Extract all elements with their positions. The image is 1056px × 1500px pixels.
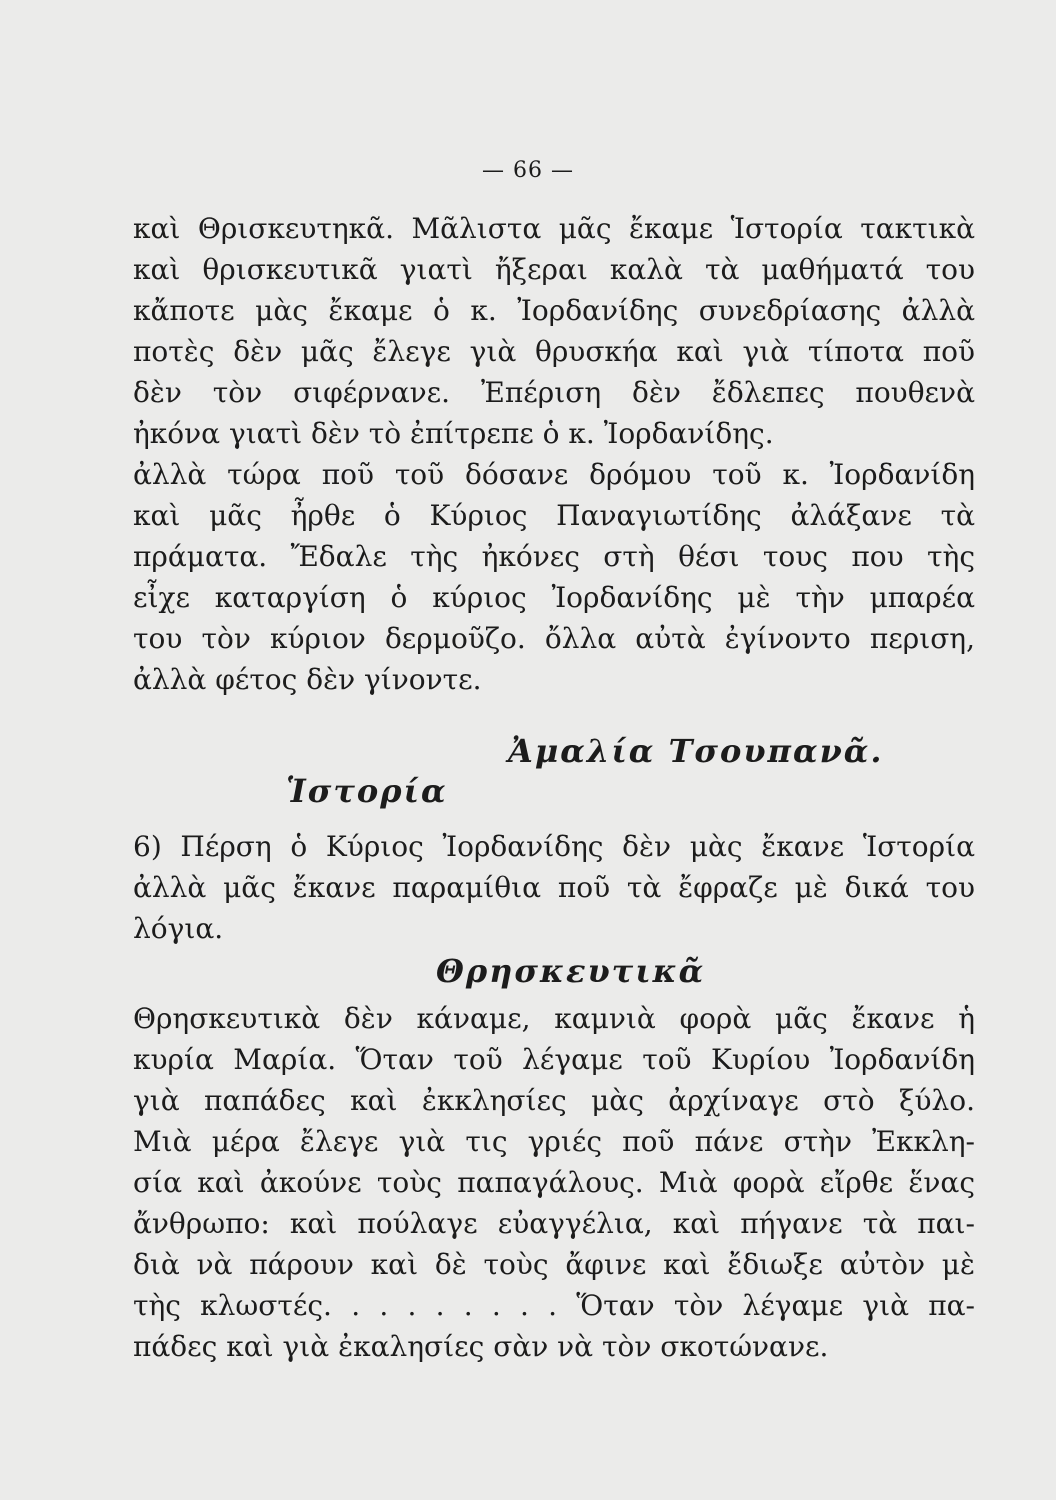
text-line: ποτὲς δὲν μᾶς ἔλεγε γιὰ θρυσκήα καὶ γιὰ τίποτα ποῦ	[133, 335, 975, 368]
paragraph-1	[133, 208, 975, 700]
text-line: τὴς κλωστές. . . . . . . . . Ὅταν τὸν λέγαμε γιὰ πα-	[133, 1289, 975, 1322]
text-line: καὶ θρισκευτικᾶ γιατὶ ἤξεραι καλὰ τὰ μαθήματά του	[133, 253, 975, 286]
paragraph-2	[133, 826, 975, 949]
text-line: κυρία Μαρία. Ὅταν τοῦ λέγαμε τοῦ Κυρίου Ἰορδανίδη	[133, 1043, 975, 1076]
text-line: Μιὰ μέρα ἔλεγε γιὰ τις γριές ποῦ πάνε στὴν Ἐκκλη-	[133, 1125, 975, 1158]
text-line: γιὰ παπάδες καὶ ἐκκλησίες μὰς ἀρχίναγε στὸ ξύλο.	[133, 1084, 975, 1117]
text-line: πράματα. Ἔδαλε τὴς ἠκόνες στὴ θέσι τους που τὴς	[133, 540, 975, 573]
text-line: 6) Πέρση ὁ Κύριος Ἰορδανίδης δὲν μὰς ἔκανε Ἱστορία	[133, 830, 975, 863]
author-signature: Ἀμαλία Τσουπανᾶ.	[508, 732, 884, 770]
page-number: — 66 —	[482, 158, 574, 183]
text-line: Θρησκευτικὰ δὲν κάναμε, καμνιὰ φορὰ μᾶς ἔκανε ἡ	[133, 1002, 975, 1035]
text-line: καὶ μᾶς ἦρθε ὁ Κύριος Παναγιωτίδης ἀλάξανε τὰ	[133, 499, 975, 532]
text-line: κἄποτε μὰς ἔκαμε ὁ κ. Ἰορδανίδης συνεδρίασης ἀλλὰ	[133, 294, 975, 327]
text-line: σία καὶ ἀκούνε τοὺς παπαγάλους. Μιὰ φορὰ εἴρθε ἕνας	[133, 1166, 975, 1199]
text-line: ἠκόνα γιατὶ δὲν τὸ ἐπίτρεπε ὁ κ. Ἰορδανίδης.	[133, 417, 774, 450]
section-heading-religion: Θρησκευτικᾶ	[436, 952, 706, 990]
text-line: λόγια.	[133, 912, 224, 945]
text-line: εἶχε καταργίση ὁ κύριος Ἰορδανίδης μὲ τὴν μπαρέα	[133, 581, 975, 614]
text-line: ἀλλὰ τώρα ποῦ τοῦ δόσανε δρόμου τοῦ κ. Ἰορδανίδη	[133, 458, 975, 491]
text-line: ἀλλὰ φέτος δὲν γίνοντε.	[133, 663, 482, 696]
text-line: του τὸν κύριον δερμοῦζο. ὄλλα αὐτὰ ἐγίνοντο περιση,	[133, 622, 975, 655]
text-line: διὰ νὰ πάρουν καὶ δὲ τοὺς ἄφινε καὶ ἔδιωξε αὐτὸν μὲ	[133, 1248, 975, 1281]
text-line: καὶ Θρισκευτηκᾶ. Μᾶλιστα μᾶς ἔκαμε Ἱστορία τακτικὰ	[133, 212, 975, 245]
text-line: πάδες καὶ γιὰ ἐκαλησίες σὰν νὰ τὸν σκοτώνανε.	[133, 1330, 829, 1363]
section-heading-history: Ἱστορία	[286, 772, 448, 810]
text-line: ἀλλὰ μᾶς ἔκανε παραμίθια ποῦ τὰ ἔφραζε μὲ δικά του	[133, 871, 975, 904]
paragraph-3	[133, 998, 975, 1367]
text-line: δὲν τὸν σιφέρνανε. Ἐπέριση δὲν ἔδλεπες πουθενὰ	[133, 376, 975, 409]
text-line: ἄνθρωπο: καὶ πούλαγε εὐαγγέλια, καὶ πήγανε τὰ παι-	[133, 1207, 975, 1240]
